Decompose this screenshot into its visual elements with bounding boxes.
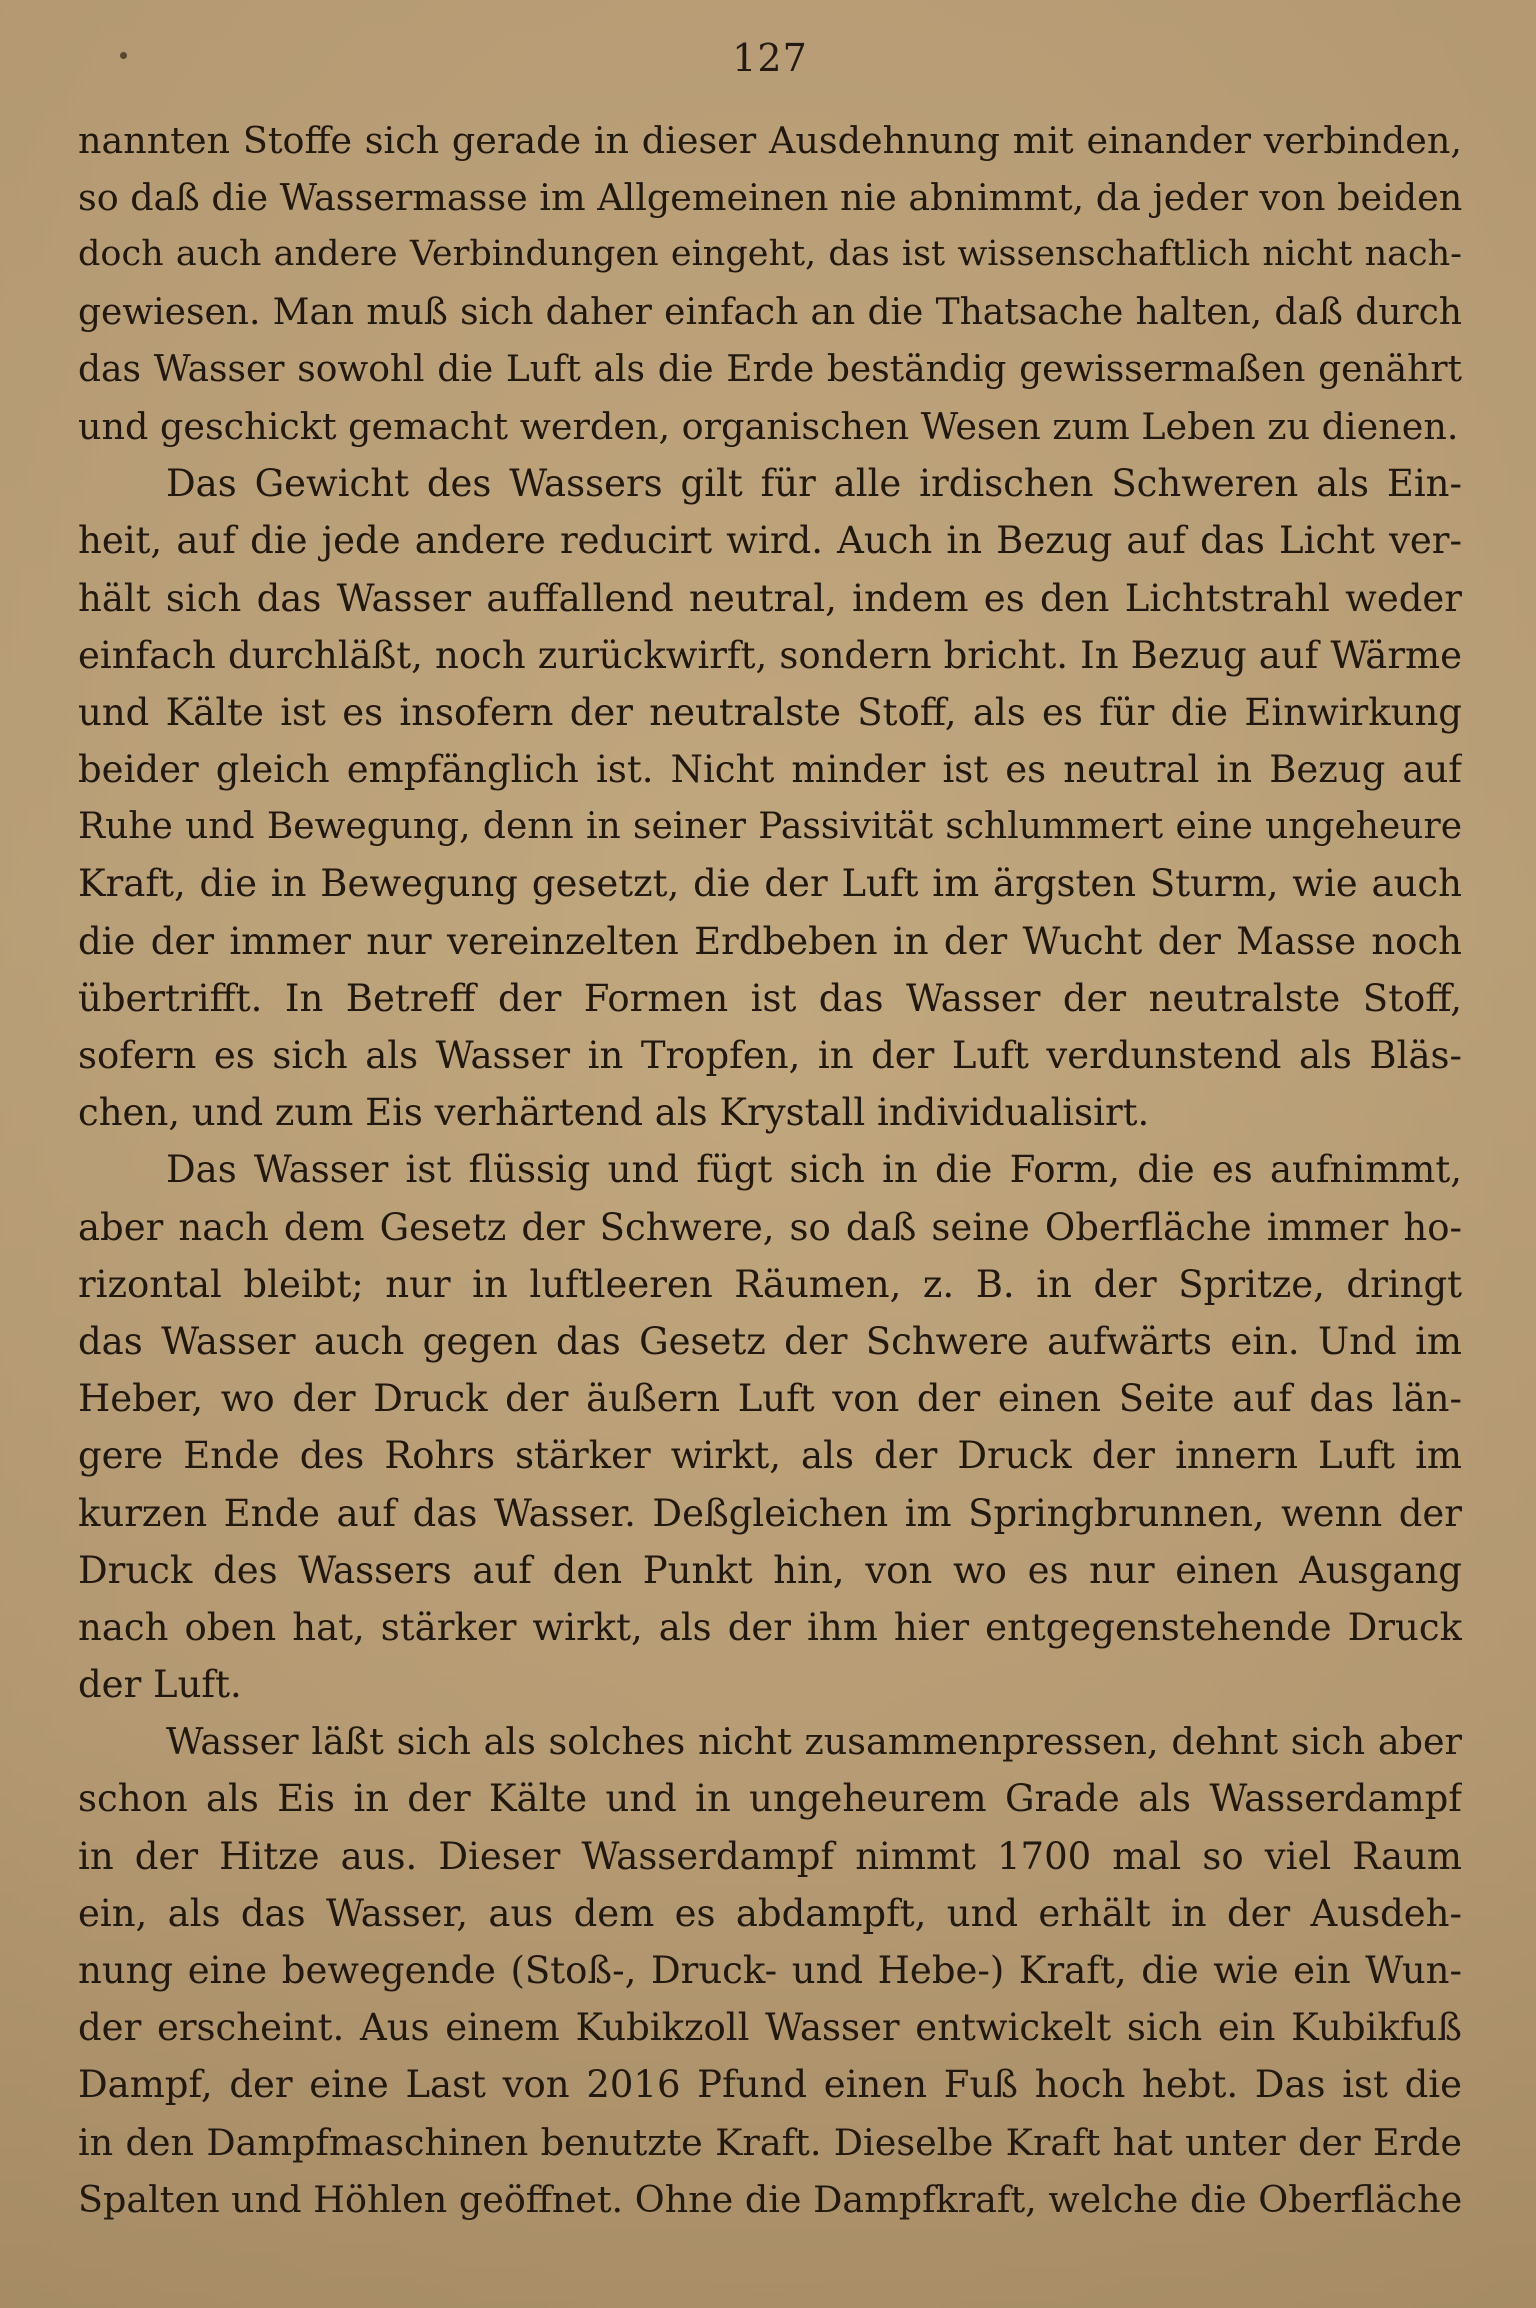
page-number: 127 [732,36,808,80]
text-line: Dampf, der eine Last von 2016 Pfund einen Fuß hoch hebt. Das ist die [78,2063,1462,2107]
text-line: Druck des Wassers auf den Punkt hin, von wo es nur einen Ausgang [78,1548,1462,1592]
text-line: rizontal bleibt; nur in luftleeren Räumen, z. B. in der Spritze, dringt [78,1262,1462,1306]
text-line: einfach durchläßt, noch zurückwirft, sondern bricht. In Bezug auf Wärme [78,633,1462,677]
text-line: heit, auf die jede andere reducirt wird. Auch in Bezug auf das Licht ver- [78,519,1462,563]
text-line: doch auch andere Verbindungen eingeht, das ist wissenschaftlich nicht nach- [78,234,1462,275]
paragraph [78,112,1462,455]
text-line: kurzen Ende auf das Wasser. Deßgleichen im Springbrunnen, wenn der [78,1491,1462,1535]
text-line: beider gleich empfänglich ist. Nicht minder ist es neutral in Bezug auf [78,748,1462,792]
paragraph [78,455,1462,1141]
page-body [78,112,1462,2228]
text-line: in der Hitze aus. Dieser Wasserdampf nimmt 1700 mal so viel Raum [78,1834,1462,1878]
text-line: und Kälte ist es insofern der neutralste Stoff, als es für die Einwirkung [78,690,1462,734]
text-line: nung eine bewegende (Stoß-, Druck- und Hebe-) Kraft, die wie ein Wun- [78,1949,1462,1992]
text-line: das Wasser auch gegen das Gesetz der Schwere aufwärts ein. Und im [78,1319,1462,1363]
paragraph [78,1713,1462,2228]
text-line: ein, als das Wasser, aus dem es abdampft, und erhält in der Ausdeh- [78,1891,1462,1935]
text-line: Ruhe und Bewegung, denn in seiner Passivität schlummert eine ungeheure [78,806,1462,848]
text-line: hält sich das Wasser auffallend neutral, indem es den Lichtstrahl weder [78,576,1462,620]
text-line: Wasser läßt sich als solches nicht zusammenpressen, dehnt sich aber [166,1720,1462,1764]
text-line: Heber, wo der Druck der äußern Luft von der einen Seite auf das län- [78,1377,1462,1421]
text-line: nach oben hat, stärker wirkt, als der ihm hier entgegenstehende Druck [78,1605,1462,1649]
text-line: aber nach dem Gesetz der Schwere, so daß seine Oberfläche immer ho- [78,1205,1462,1249]
text-line: schon als Eis in der Kälte und in ungeheurem Grade als Wasserdampf [78,1777,1462,1821]
text-line: der Luft. [78,1663,242,1707]
text-line: sofern es sich als Wasser in Tropfen, in der Luft verdunstend als Bläs- [78,1034,1462,1077]
text-line: Kraft, die in Bewegung gesetzt, die der Luft im ärgsten Sturm, wie auch [78,862,1462,906]
text-line: übertrifft. In Betreff der Formen ist das Wasser der neutralste Stoff, [78,976,1462,1020]
text-line: Das Gewicht des Wassers gilt für alle irdischen Schweren als Ein- [166,462,1462,506]
paragraph [78,1141,1462,1713]
text-line: das Wasser sowohl die Luft als die Erde beständig gewissermaßen genährt [78,348,1462,390]
text-line: Das Wasser ist flüssig und fügt sich in die Form, die es aufnimmt, [166,1148,1462,1192]
text-line: chen, und zum Eis verhärtend als Krystall individualisirt. [78,1091,1150,1135]
text-line: gere Ende des Rohrs stärker wirkt, als der Druck der innern Luft im [78,1434,1462,1478]
text-line: Spalten und Höhlen geöffnet. Ohne die Dampfkraft, welche die Oberfläche [78,2177,1462,2221]
text-line: so daß die Wassermasse im Allgemeinen nie abnimmt, da jeder von beiden [78,176,1462,220]
text-line: die der immer nur vereinzelten Erdbeben in der Wucht der Masse noch [78,919,1462,963]
text-line: der erscheint. Aus einem Kubikzoll Wasser entwickelt sich ein Kubikfuß [78,2006,1462,2050]
ink-dot [120,52,127,59]
text-line: in den Dampfmaschinen benutzte Kraft. Dieselbe Kraft hat unter der Erde [78,2120,1462,2164]
text-line: und geschickt gemacht werden, organischen Wesen zum Leben zu dienen. [78,404,1459,448]
text-line: nannten Stoffe sich gerade in dieser Ausdehnung mit einander verbinden, [78,119,1462,162]
text-line: gewiesen. Man muß sich daher einfach an die Thatsache halten, daß durch [78,291,1462,333]
